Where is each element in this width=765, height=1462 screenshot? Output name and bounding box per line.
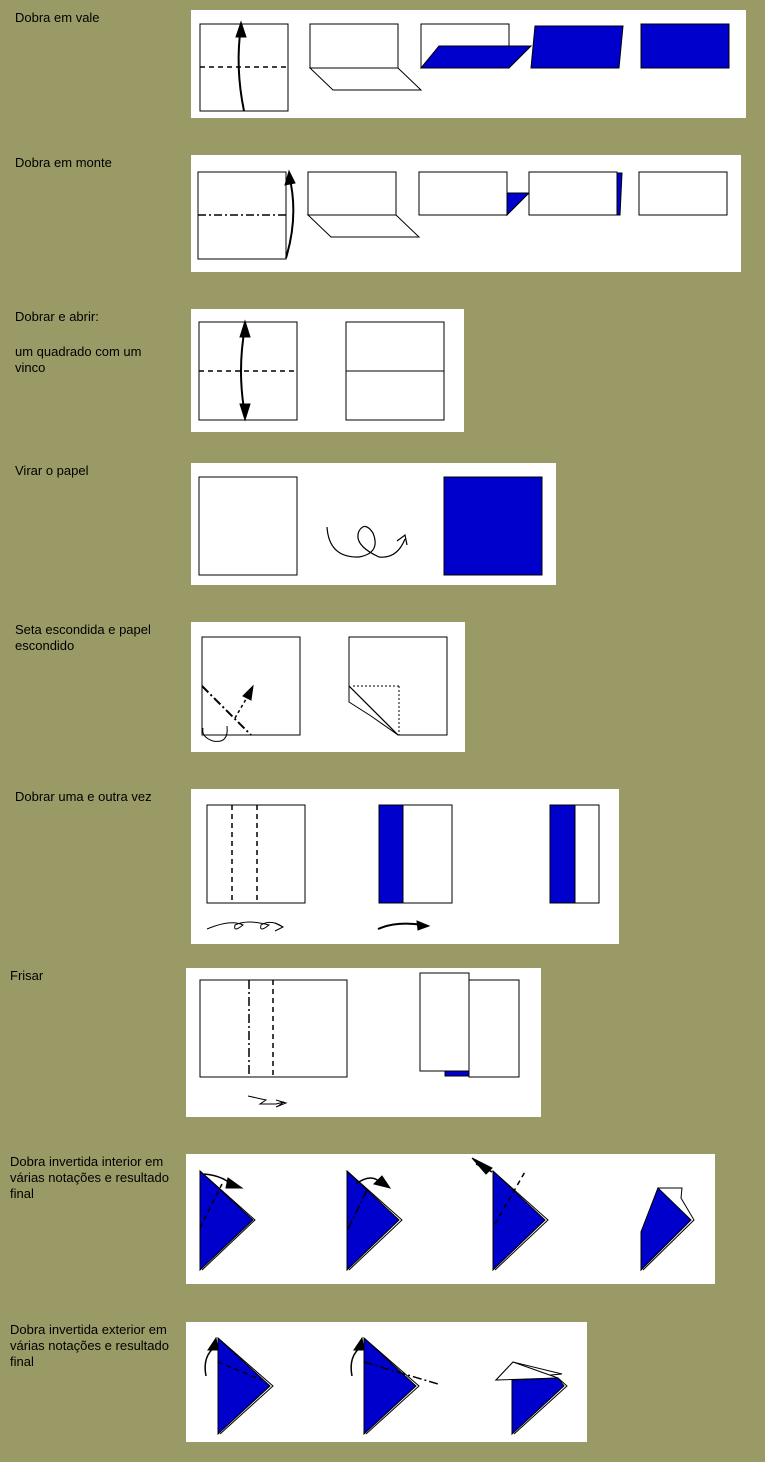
section-label-mountain-fold: Dobra em monte [15,155,112,170]
hidden-diagram [191,622,465,752]
fold-unfold-diagram [191,309,464,432]
section-label-turn-over: Virar o papel [15,463,89,478]
fold-over-over-diagram [191,789,619,944]
diagram-panel-valley-fold [191,10,746,118]
outside-reverse-diagram [186,1322,587,1442]
pleat-diagram [186,968,541,1117]
section-label-inside-reverse: Dobra invertida interior em várias notações e resultado final [10,1154,169,1201]
turn-over-diagram [191,463,556,585]
diagram-panel-hidden [191,622,465,752]
section-label-pleat: Frisar [10,968,44,983]
diagram-panel-inside-reverse [186,1154,715,1284]
diagram-panel-mountain-fold [191,155,741,272]
diagram-panel-fold-over-over [191,789,619,944]
section-label-outside-reverse: Dobra invertida exterior em várias notações e resultado final [10,1322,169,1369]
inside-reverse-diagram [186,1154,715,1284]
valley-fold-diagram [191,10,746,118]
mountain-fold-diagram [191,155,741,272]
section-label-fold-unfold: Dobrar e abrir: [15,309,99,324]
diagram-panel-outside-reverse [186,1322,587,1442]
diagram-panel-turn-over [191,463,556,585]
diagram-panel-pleat [186,968,541,1117]
section-sublabel-fold-unfold: um quadrado com um vinco [15,344,142,375]
section-label-fold-over-over: Dobrar uma e outra vez [15,789,152,804]
diagram-panel-fold-unfold [191,309,464,432]
section-label-valley-fold: Dobra em vale [15,10,100,25]
section-label-hidden: Seta escondida e papel escondido [15,622,151,653]
